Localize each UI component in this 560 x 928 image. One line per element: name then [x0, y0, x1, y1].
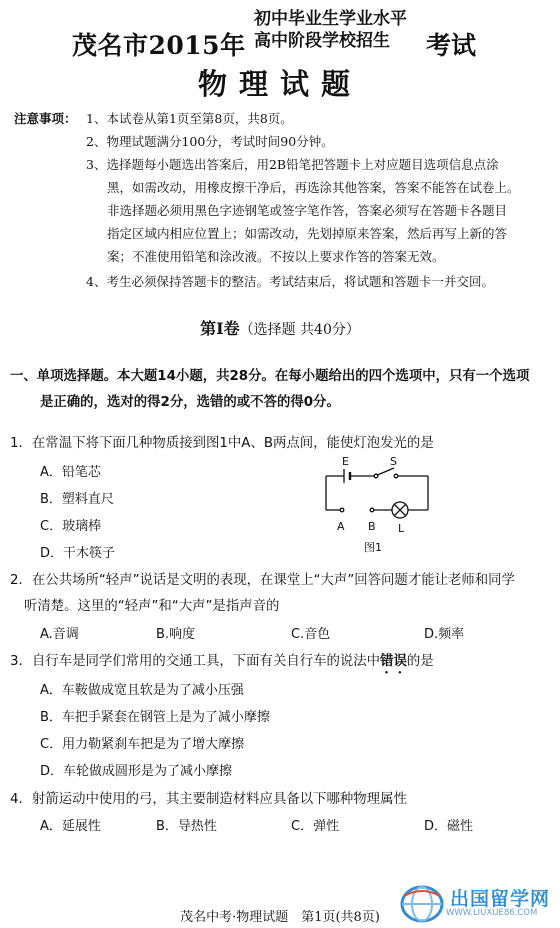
- switch-contact-right: [394, 474, 398, 478]
- section-title: [0, 316, 560, 339]
- note-line: 案；不准使用铅笔和涂改液。不按以上要求作答的答案无效。: [107, 249, 445, 264]
- q4-option-b: B．导热性: [156, 819, 217, 834]
- label-s: S: [390, 455, 397, 468]
- terminal-b: [370, 508, 374, 512]
- q3-stem-emphasis: 错误: [380, 654, 407, 669]
- q4-option-d: D．磁性: [424, 819, 474, 834]
- section-title-note: （选择题 共40分）: [239, 322, 360, 338]
- page-footer: 茂名中考·物理试题 第1页(共8页): [180, 910, 380, 925]
- q3-option-d: D．车轮做成圆形是为了减小摩擦: [40, 764, 233, 779]
- q3-option-a: A．车鞍做成宽且软是为了减小压强: [40, 683, 244, 698]
- q2-option-b: B.响度: [156, 627, 196, 642]
- q1-option-b: B．塑料直尺: [40, 492, 114, 507]
- note-line: 3、选择题每小题选出答案后，用2B铅笔把答题卡上对应题目选项信息点涂: [86, 157, 499, 172]
- watermark-name: 出国留学网: [450, 888, 551, 910]
- q2-option-d: D.频率: [424, 627, 465, 642]
- q1-option-a: A．铅笔芯: [40, 465, 101, 480]
- q3-stem-after: 的是: [406, 654, 434, 669]
- label-e: E: [342, 455, 349, 468]
- exam-type-line-2: 高中阶段学校招生: [254, 31, 390, 51]
- question-2-stem-line-2: 听清楚。这里的“轻声”和“大声”是指声音的: [24, 599, 280, 614]
- note-line: 非选择题必须用黑色字迹钢笔或签字笔作答，答案必须写在答题卡各题目: [107, 203, 508, 218]
- watermark-url: WWW.LIUXUE86.COM: [446, 908, 538, 918]
- q3-option-b: B．车把手紧套在钢管上是为了减小摩擦: [40, 710, 270, 725]
- note-line: 2、物理试题满分100分，考试时间90分钟。: [86, 134, 334, 149]
- exam-word: 考试: [426, 31, 477, 60]
- part-instruction-line-2: 是正确的，选对的得2分，选错的或不答的得0分。: [40, 395, 340, 410]
- question-1-stem: 1．在常温下将下面几种物质接到图1中A、B两点间，能使灯泡发光的是: [10, 436, 434, 451]
- q2-option-c: C.音色: [291, 627, 331, 642]
- q4-option-a: A．延展性: [40, 819, 101, 834]
- q3-option-c: C．用力勒紧刹车把是为了增大摩擦: [40, 737, 245, 752]
- note-line: 1、本试卷从第1页至第8页，共8页。: [86, 111, 293, 126]
- question-2-stem-line-1: 2．在公共场所“轻声”说话是文明的表现，在课堂上“大声”回答问题才能让老师和同学: [10, 573, 515, 588]
- note-line: 4、考生必须保持答题卡的整洁。考试结束后，将试题和答题卡一并交回。: [86, 274, 494, 289]
- switch-blade: [378, 468, 395, 475]
- terminal-a: [340, 508, 344, 512]
- figure-caption: 图1: [364, 541, 382, 554]
- site-watermark: [398, 883, 560, 925]
- q1-option-c: C．玻璃棒: [40, 519, 102, 534]
- section-title-main: 第Ⅰ卷: [200, 319, 240, 338]
- question-3-stem: [10, 650, 434, 677]
- subject-title: 物理试题: [197, 67, 362, 101]
- q2-option-a: A.音调: [40, 627, 79, 642]
- question-4-stem: 4．射箭运动中使用的弓，其主要制造材料应具备以下哪种物理属性: [10, 792, 407, 807]
- note-line: 黑，如需改动，用橡皮擦干净后，再选涂其他答案，答案不能答在试卷上。: [107, 180, 520, 195]
- switch-contact-left: [374, 474, 378, 478]
- exam-type-line-1: 初中毕业生学业水平: [254, 9, 407, 29]
- part-instruction-line-1: 一、单项选择题。本大题14小题，共28分。在每小题给出的四个选项中，只有一个选项: [10, 369, 530, 384]
- exam-type-stack: [254, 8, 407, 52]
- exam-city-year: 茂名市2015年: [72, 31, 246, 60]
- label-a: A: [337, 520, 345, 533]
- notes-label: 注意事项：: [14, 111, 77, 126]
- label-b: B: [368, 520, 376, 533]
- note-line: 指定区域内相应位置上；如需改动，先划掉原来答案，然后再写上新的答: [107, 226, 508, 241]
- q1-option-d: D．干木筷子: [40, 546, 116, 561]
- circuit-figure-1: [312, 454, 442, 558]
- q3-stem-before: 3．自行车是同学们常用的交通工具，下面有关自行车的说法中: [10, 654, 381, 669]
- q4-option-c: C．弹性: [291, 819, 340, 834]
- globe-logo-icon: [398, 884, 446, 924]
- label-l: L: [398, 522, 405, 535]
